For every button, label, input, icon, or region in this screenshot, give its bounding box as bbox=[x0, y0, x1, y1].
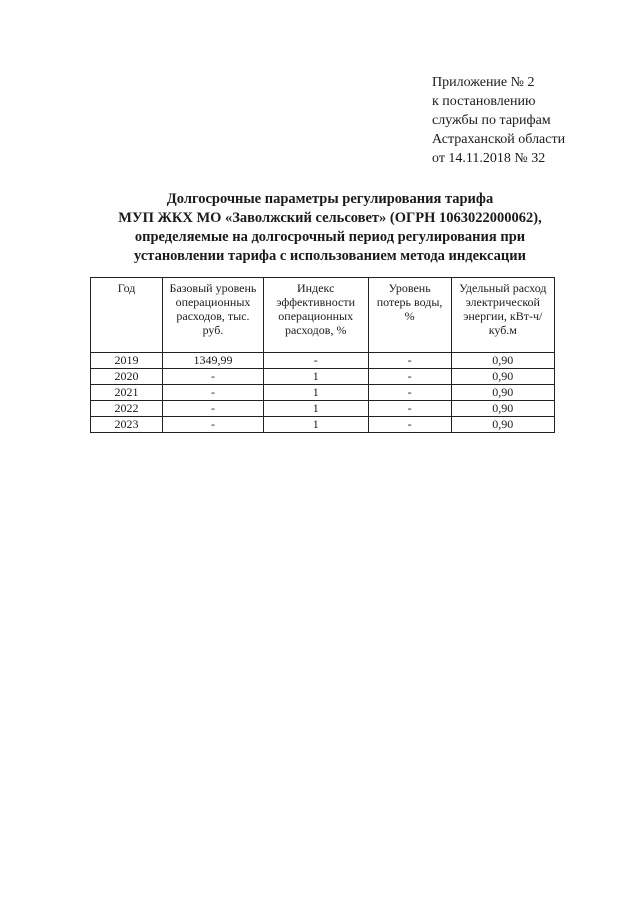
title-line: МУП ЖКХ МО «Заволжский сельсовет» (ОГРН 1063022000062), bbox=[118, 210, 542, 226]
header-base-opex: Базовый уровень операционных расходов, тыс. руб. bbox=[163, 278, 264, 353]
cell-water-loss: - bbox=[368, 417, 451, 433]
cell-specific-energy: 0,90 bbox=[451, 417, 554, 433]
cell-efficiency-index: 1 bbox=[263, 385, 368, 401]
document-title bbox=[100, 190, 560, 266]
title-line: определяемые на долгосрочный период регулирования при bbox=[134, 229, 526, 245]
cell-base-opex: - bbox=[163, 369, 264, 385]
cell-water-loss: - bbox=[368, 369, 451, 385]
table-row bbox=[91, 369, 555, 385]
cell-year: 2019 bbox=[91, 353, 163, 369]
cell-specific-energy: 0,90 bbox=[451, 369, 554, 385]
table-row bbox=[91, 401, 555, 417]
cell-base-opex: 1349,99 bbox=[163, 353, 264, 369]
appendix-line: от 14.11.2018 № 32 bbox=[432, 151, 546, 166]
cell-water-loss: - bbox=[368, 353, 451, 369]
cell-base-opex: - bbox=[163, 385, 264, 401]
table-row bbox=[91, 385, 555, 401]
cell-efficiency-index: 1 bbox=[263, 417, 368, 433]
parameters-table bbox=[90, 277, 555, 433]
table-header-row bbox=[91, 278, 555, 353]
header-water-loss: Уровень потерь воды, % bbox=[368, 278, 451, 353]
appendix-line: Астраханской области bbox=[432, 132, 566, 147]
title-line: установлении тарифа с использованием метода индексации bbox=[134, 248, 526, 264]
appendix-line: к постановлению bbox=[432, 94, 536, 109]
cell-efficiency-index: 1 bbox=[263, 369, 368, 385]
cell-base-opex: - bbox=[163, 401, 264, 417]
cell-water-loss: - bbox=[368, 385, 451, 401]
cell-specific-energy: 0,90 bbox=[451, 401, 554, 417]
cell-year: 2020 bbox=[91, 369, 163, 385]
cell-year: 2022 bbox=[91, 401, 163, 417]
cell-year: 2021 bbox=[91, 385, 163, 401]
cell-efficiency-index: 1 bbox=[263, 401, 368, 417]
cell-year: 2023 bbox=[91, 417, 163, 433]
appendix-note bbox=[432, 73, 632, 168]
appendix-line: Приложение № 2 bbox=[432, 75, 535, 90]
header-year: Год bbox=[91, 278, 163, 353]
table-row bbox=[91, 417, 555, 433]
cell-specific-energy: 0,90 bbox=[451, 385, 554, 401]
cell-water-loss: - bbox=[368, 401, 451, 417]
cell-efficiency-index: - bbox=[263, 353, 368, 369]
table-row bbox=[91, 353, 555, 369]
cell-base-opex: - bbox=[163, 417, 264, 433]
title-line: Долгосрочные параметры регулирования тарифа bbox=[166, 191, 494, 207]
header-specific-energy: Удельный расход электрической энергии, кВт-ч/куб.м bbox=[451, 278, 554, 353]
appendix-line: службы по тарифам bbox=[432, 113, 551, 128]
cell-specific-energy: 0,90 bbox=[451, 353, 554, 369]
header-efficiency-index: Индекс эффективности операционных расходов, % bbox=[263, 278, 368, 353]
